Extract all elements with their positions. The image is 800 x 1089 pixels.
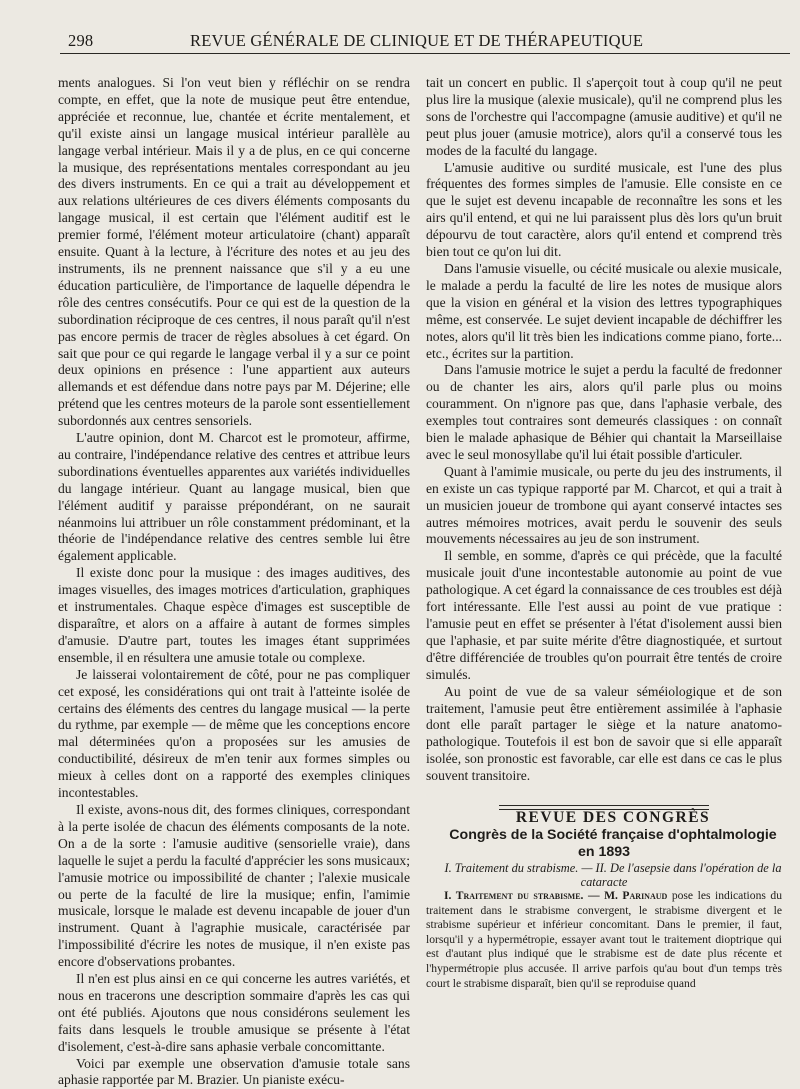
congress-subheading bbox=[426, 861, 782, 889]
page-number: 298 bbox=[68, 31, 94, 50]
paragraph: tait un concert en public. Il s'aperçoit tout à coup qu'il ne peut plus lire la musique (alexie musicale), qu'il ne comprend plus les sons de l'orchestre qui l'accompagne (amusie auditive) et qu'il ne peut plus jouer (amusie motrice), alors qu'il a conservé tous les modes de la faculté du langage. bbox=[426, 75, 782, 158]
paragraph: Quant à l'amimie musicale, ou perte du jeu des instruments, il en existe un cas typique rapporté par M. Charcot, et qui a trait à un musicien joueur de trombone qui ayant conservé intactes ses autres mémoires motrices, avait perdu le souvenir des seuls mouvements nécessaires au jeu de son instrument. bbox=[426, 463, 782, 547]
paragraph: Il existe donc pour la musique : des images auditives, des images visuelles, des images motrices d'articulation, graphiques et instrumentales. Chaque espèce d'images est susceptible de disparaître, et alors on a affaire à autant de formes simples d'amusie. D'autre part, toutes les images étant supprimées ensemble, il en résultera une amusie totale ou complexe. bbox=[58, 565, 410, 665]
paragraph: L'autre opinion, dont M. Charcot est le promoteur, affirme, au contraire, l'indépendance relative des centres et attribue leurs subordinations éventuelles apparentes aux variétés individuelles du langage intérieur. Quant au langage musical, bien que l'élément auditif y paraisse prépondérant, on ne saurait néanmoins lui attribuer un rôle constamment prédominant, et la théorie de l'indépendance relative des centres semble lui être également applicable. bbox=[58, 430, 410, 564]
paragraph: ments analogues. Si l'on veut bien y réfléchir on se rendra compte, en effet, que la note de musique peut être entendue, appréciée et reconnue, lue, chantée et écrite mentalement, et qu'il existe ainsi un langage musical intérieur parallèle au langage verbal intérieur. Mais il y a de plus, en ce qui concerne la musique, des représentations mentales correspondant au jeu des divers instruments. En ce qui a trait au développement et aux relations ultérieures de ces divers éléments composants du langage musical, il est certain que l'élément auditif est le premier formé, l'élément moteur articulatoire (chant) apparaît ensuite. Quant à la lecture, à l'écriture des notes et au jeu des instruments, ils ne prennent naissance que s'il y a eu une éducation particulière, de l'importance de laquelle dépendra le rôle des centres consécutifs. Pour ce qui est de la question de la subordination réciproque de ces centres, il nous paraît qu'il n'est pas encore permis de tracer de règles absolues à cet égard. On sait que pour ce qui regarde le langage verbal il y a sur ce point deux opinions en présence : l'une appartient aux auteurs allemands et est défendue dans notre pays par M. Déjerine; elle prétend que les centres moteurs de la parole sont essentiellement subordonnés aux centres sensoriels. bbox=[58, 75, 410, 429]
item-text: pose les indications du traitement dans le strabisme convergent, le strabisme divergent et le strabisme supérieur et inférieur concomitant. Dans le premier, il faut, lorsqu'il y a hypermétropie, essayer avant tout le traitement dioptrique qui est d'autant plus indiqué que le strabisme est de date plus récente et l'hypermétropie plus accusée. Il arrive parfois qu'au bout d'un temps très court le strabisme disparaît, bien qu'il se reproduise quand bbox=[426, 888, 782, 990]
left-column bbox=[58, 75, 410, 1089]
paragraph: Dans l'amusie visuelle, ou cécité musicale ou alexie musicale, le malade a perdu la faculté de lire les notes de musique alors que la vision en général et la vision des lettres typographiques même, est conservée. Le sujet devient incapable de déchiffrer les notes, alors qu'il lit très bien les indications comme piano, forte... etc., écrites sur la partition. bbox=[426, 260, 782, 361]
paragraph: Dans l'amusie motrice le sujet a perdu la faculté de fredonner ou de chanter les airs, alors qu'il parle plus ou moins couramment. On n'ignore pas que, dans l'aphasie verbale, des exemples tout contraires sont demeurés classiques : on connaît bien le malade aphasique de Béhier qui chantait la Marseillaise avec le seul monosyllabe qu'il lui était possible d'articuler. bbox=[426, 362, 782, 462]
paragraph: Il existe, avons-nous dit, des formes cliniques, correspondant à la perte isolée de chacun des éléments composants de la note. On a de la sorte : l'amusie auditive (sensorielle vraie), dans laquelle le sujet a perdu la faculté d'apprécier les sons musicaux; l'amusie motrice ou impossibilité de chanter ; l'alexie musicale ou perte de la faculté de lire la musique; enfin, l'amimie musicale, lorsque le malade est devenu incapable de jouer d'un instrument. Quant à l'agraphie musicale, caractérisée par l'impossibilité d'écrire les notes de musique, il n'en existe pas encore d'observations probantes. bbox=[58, 801, 410, 970]
congress-item bbox=[426, 889, 782, 991]
paragraph: Voici par exemple une observation d'amusie totale sans aphasie rapportée par M. Brazier. Un pianiste exécu- bbox=[58, 1055, 410, 1088]
section-divider bbox=[499, 805, 709, 806]
congress-title: Congrès de la Société française d'ophtalmologie en 1893 bbox=[449, 826, 777, 860]
paragraph: Il n'en est plus ainsi en ce qui concerne les autres variétés, et nous en tracerons une description sommaire d'après les cas qui ont été publiés. Ajoutons que nous considérons seulement les faits dans lesquels le trouble amusique se présente à l'état d'isolement, c'est-à-dire sans aphasie verbale concomittante. bbox=[58, 971, 410, 1054]
subheading-text: I. Traitement du strabisme. — II. De l'asepsie dans l'opération de la cataracte bbox=[444, 860, 782, 889]
item-lead: I. Traitement du strabisme. — M. Parinaud bbox=[444, 888, 668, 902]
section-title: REVUE DES CONGRÈS bbox=[515, 809, 711, 827]
paragraph: Il semble, en somme, d'après ce qui précède, que la faculté musicale jouit d'une incontestable autonomie au point de vue pathologique. A cet égard la connaissance de ces troubles est déjà fort intéressante. Elle l'est aussi au point de vue pratique : l'amusie peut en effet se présenter à l'état d'isolement aussi bien que l'aphasie, et par suite mérite d'être diagnostiquée, et surtout d'être différenciée de troubles qu'on pourrait être tentés de croire simulés. bbox=[426, 548, 782, 682]
paragraph: Je laisserai volontairement de côté, pour ne pas compliquer cet exposé, les considérations qui ont trait à l'atteinte isolée de certains des éléments des centres du langage musical — la perte du rythme, par exemple — de même que les conceptions encore mal déterminées qu'on a proposées sur les amusies de conductibilité, désireux de m'en tenir aux formes simples ou mieux à celles dont on a rapporté des exemples cliniques incontestables. bbox=[58, 666, 410, 801]
paragraph: Au point de vue de sa valeur séméiologique et de son traitement, l'amusie peut être entièrement assimilée à l'aphasie dont elle paraît partager le siège et la nature anatomo-pathologique. Toutefois il est bon de savoir que si elle apparaît isolée, son pronostic est favorable, car elle est dans ce cas le plus souvent transitoire. bbox=[426, 683, 782, 784]
running-title: REVUE GÉNÉRALE DE CLINIQUE ET DE THÉRAPEUTIQUE bbox=[190, 31, 644, 50]
paragraph: L'amusie auditive ou surdité musicale, est l'une des plus fréquentes des formes simples de l'amusie. Elle consiste en ce que le sujet est devenu incapable de reconnaître les sons et les airs qu'il entend, et qui ne lui paraissent plus dès lors qu'un bruit dépourvu de tout caractère, alors qu'il entend et comprend très bien tout ce qu'on lui dit. bbox=[426, 159, 782, 260]
right-column bbox=[426, 75, 782, 991]
running-header bbox=[60, 27, 790, 54]
